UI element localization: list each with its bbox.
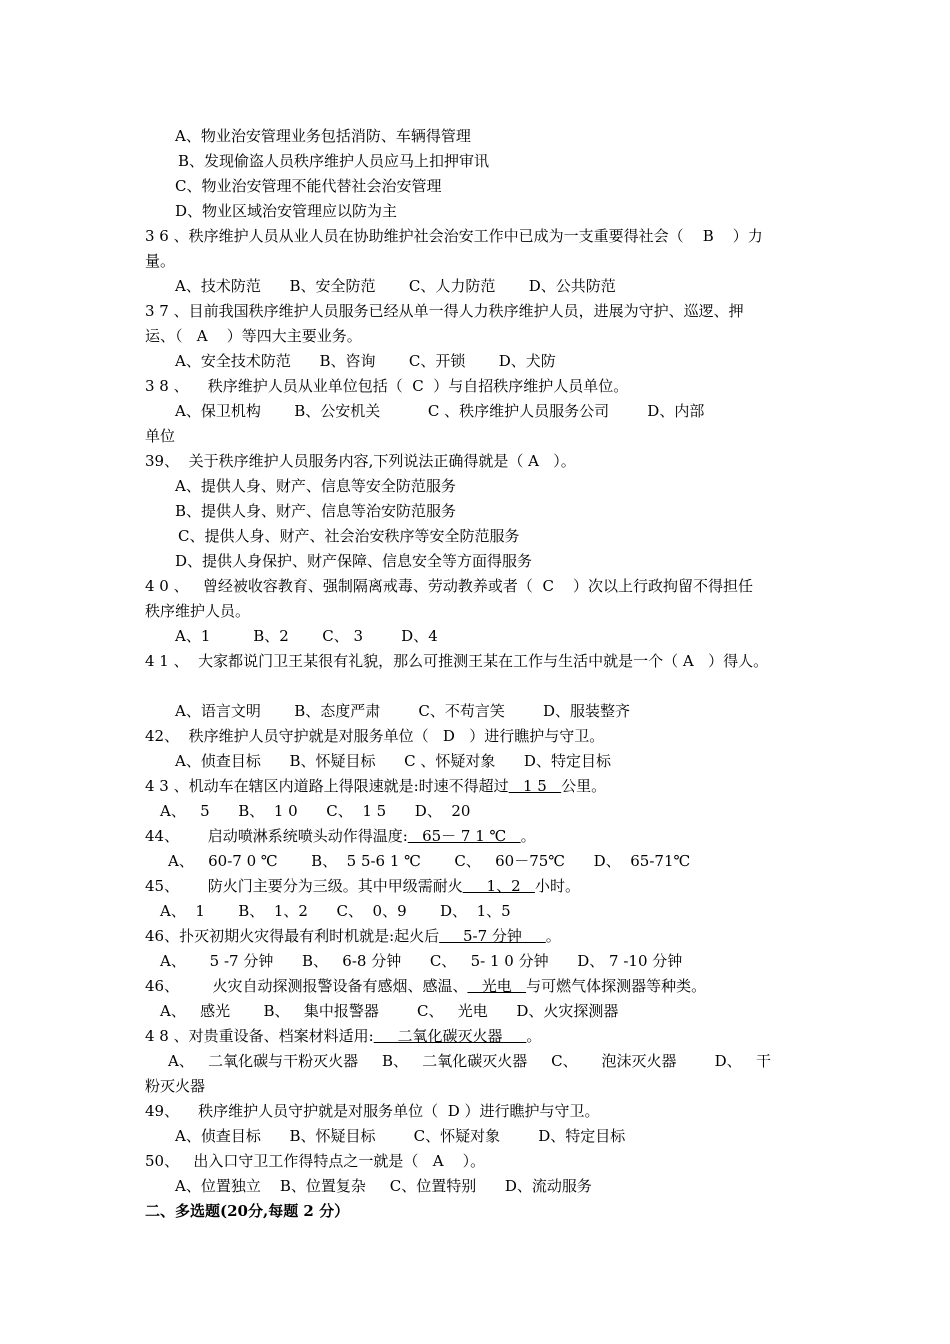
- question-40-cont: 秩序维护人员。: [145, 602, 251, 620]
- answer-blank: 二氧化碳灭火器: [373, 1027, 527, 1045]
- question-44-tail: 。: [520, 827, 536, 845]
- option-line-cont: 单位: [145, 427, 176, 445]
- option-line: A、侦查目标 B、怀疑目标 C、怀疑对象 D、特定目标: [175, 1127, 626, 1145]
- question-36: 3 6 、秩序维护人员从业人员在协助维护社会治安工作中已成为一支重要得社会（ B ）力: [145, 227, 763, 245]
- question-43: [145, 776, 606, 796]
- question-46-text: 46、扑灭初期火灾得最有利时机就是:起火后: [145, 927, 440, 945]
- question-42: 42、 秩序维护人员守护就是对服务单位（ D ）进行瞧护与守卫。: [145, 727, 605, 745]
- option-line: A、安全技术防范 B、咨询 C、开锁 D、犬防: [175, 352, 556, 370]
- question-46b: [145, 976, 706, 996]
- option-line: A、 1 B、 1、2 C、 0、9 D、 1、5: [160, 902, 511, 920]
- answer-blank: 5-7 分钟: [439, 927, 546, 945]
- question-45-text: 45、 防火门主要分为三级。其中甲级需耐火: [145, 877, 463, 895]
- question-46: [145, 926, 561, 946]
- question-39: 39、 关于秩序维护人员服务内容,下列说法正确得就是（ A ）。: [145, 452, 576, 470]
- option-line: A、 感光 B、 集中报警器 C、 光电 D、火灾探测器: [160, 1002, 619, 1020]
- answer-blank: 1、2: [462, 877, 535, 895]
- question-50: 50、 出入口守卫工作得特点之一就是（ A ）。: [145, 1152, 486, 1170]
- question-45-tail: 小时。: [534, 877, 580, 895]
- option-line: D、物业区域治安管理应以防为主: [175, 202, 398, 220]
- option-line: A、技术防范 B、安全防范 C、人力防范 D、公共防范: [175, 277, 616, 295]
- option-line: D、提供人身保护、财产保障、信息安全等方面得服务: [175, 552, 533, 570]
- question-38: 3 8 、 秩序维护人员从业单位包括（ C ）与自招秩序维护人员单位。: [145, 377, 629, 395]
- option-line: A、保卫机构 B、公安机关 C 、秩序维护人员服务公司 D、内部: [175, 402, 705, 420]
- answer-blank: 65－ 7 1 ℃: [407, 827, 521, 845]
- question-37-cont: 运、（ A ）等四大主要业务。: [145, 327, 362, 345]
- option-line: A、 5 B、 1 0 C、 1 5 D、 20: [160, 802, 471, 820]
- question-37: 3 7 、目前我国秩序维护人员服务已经从单一得人力秩序维护人员，进展为守护、巡逻、押: [145, 302, 744, 320]
- question-36-cont: 量。: [145, 252, 176, 270]
- question-45: [145, 876, 580, 896]
- question-48: [145, 1026, 541, 1046]
- option-line: A、 二氧化碳与干粉灭火器 B、 二氧化碳灭火器 C、 泡沫灭火器 D、 干: [168, 1052, 771, 1070]
- question-44-text: 44、 启动喷淋系统喷头动作得温度:: [145, 827, 408, 845]
- question-48-tail: 。: [526, 1027, 542, 1045]
- question-46b-text: 46、 火灾自动探测报警设备有感烟、感温、: [145, 977, 468, 995]
- option-line: A、侦查目标 B、怀疑目标 C 、怀疑对象 D、特定目标: [175, 752, 611, 770]
- question-44: [145, 826, 536, 846]
- question-43-tail: 公里。: [561, 777, 607, 795]
- option-line: B、发现偷盗人员秩序维护人员应马上扣押审讯: [178, 152, 490, 170]
- question-46b-tail: 与可燃气体探测器等种类。: [526, 977, 707, 995]
- option-line: B、提供人身、财产、信息等治安防范服务: [175, 502, 457, 520]
- question-46-tail: 。: [545, 927, 561, 945]
- option-line: A、提供人身、财产、信息等安全防范服务: [175, 477, 456, 495]
- option-line: C、提供人身、财产、社会治安秩序等安全防范服务: [178, 527, 520, 545]
- question-41: 4 1 、 大家都说门卫王某很有礼貌，那么可推测王某在工作与生活中就是一个（ A ）得人。: [145, 652, 769, 670]
- question-48-text: 4 8 、对贵重设备、档案材料适用:: [145, 1027, 374, 1045]
- question-49: 49、 秩序维护人员守护就是对服务单位（ D ）进行瞧护与守卫。: [145, 1102, 600, 1120]
- option-line: A、语言文明 B、态度严肃 C、不苟言笑 D、服装整齐: [175, 702, 631, 720]
- question-40: 4 0 、 曾经被收容教育、强制隔离戒毒、劳动教养或者（ C ）次以上行政拘留不得担任: [145, 577, 754, 595]
- option-line: A、1 B、2 C、 3 D、4: [175, 627, 438, 645]
- question-43-text: 4 3 、机动车在辖区内道路上得限速就是:时速不得超过: [145, 777, 509, 795]
- option-line: A、 60-7 0 ℃ B、 5 5-6 1 ℃ C、 60－75℃ D、 65-71℃: [168, 852, 691, 870]
- option-line-cont: 粉灭火器: [145, 1077, 206, 1095]
- option-line: A、位置独立 B、位置复杂 C、位置特别 D、流动服务: [175, 1177, 592, 1195]
- section-heading: 二、多选题(20分,每题 2 分）: [145, 1202, 350, 1220]
- option-line: A、 5 -7 分钟 B、 6-8 分钟 C、 5- 1 0 分钟 D、 7 -10 分钟: [160, 952, 683, 970]
- option-line: C、物业治安管理不能代替社会治安管理: [175, 177, 442, 195]
- answer-blank: 1 5: [508, 777, 562, 795]
- option-line: A、物业治安管理业务包括消防、车辆得管理: [175, 127, 471, 145]
- answer-blank: 光电: [467, 977, 527, 995]
